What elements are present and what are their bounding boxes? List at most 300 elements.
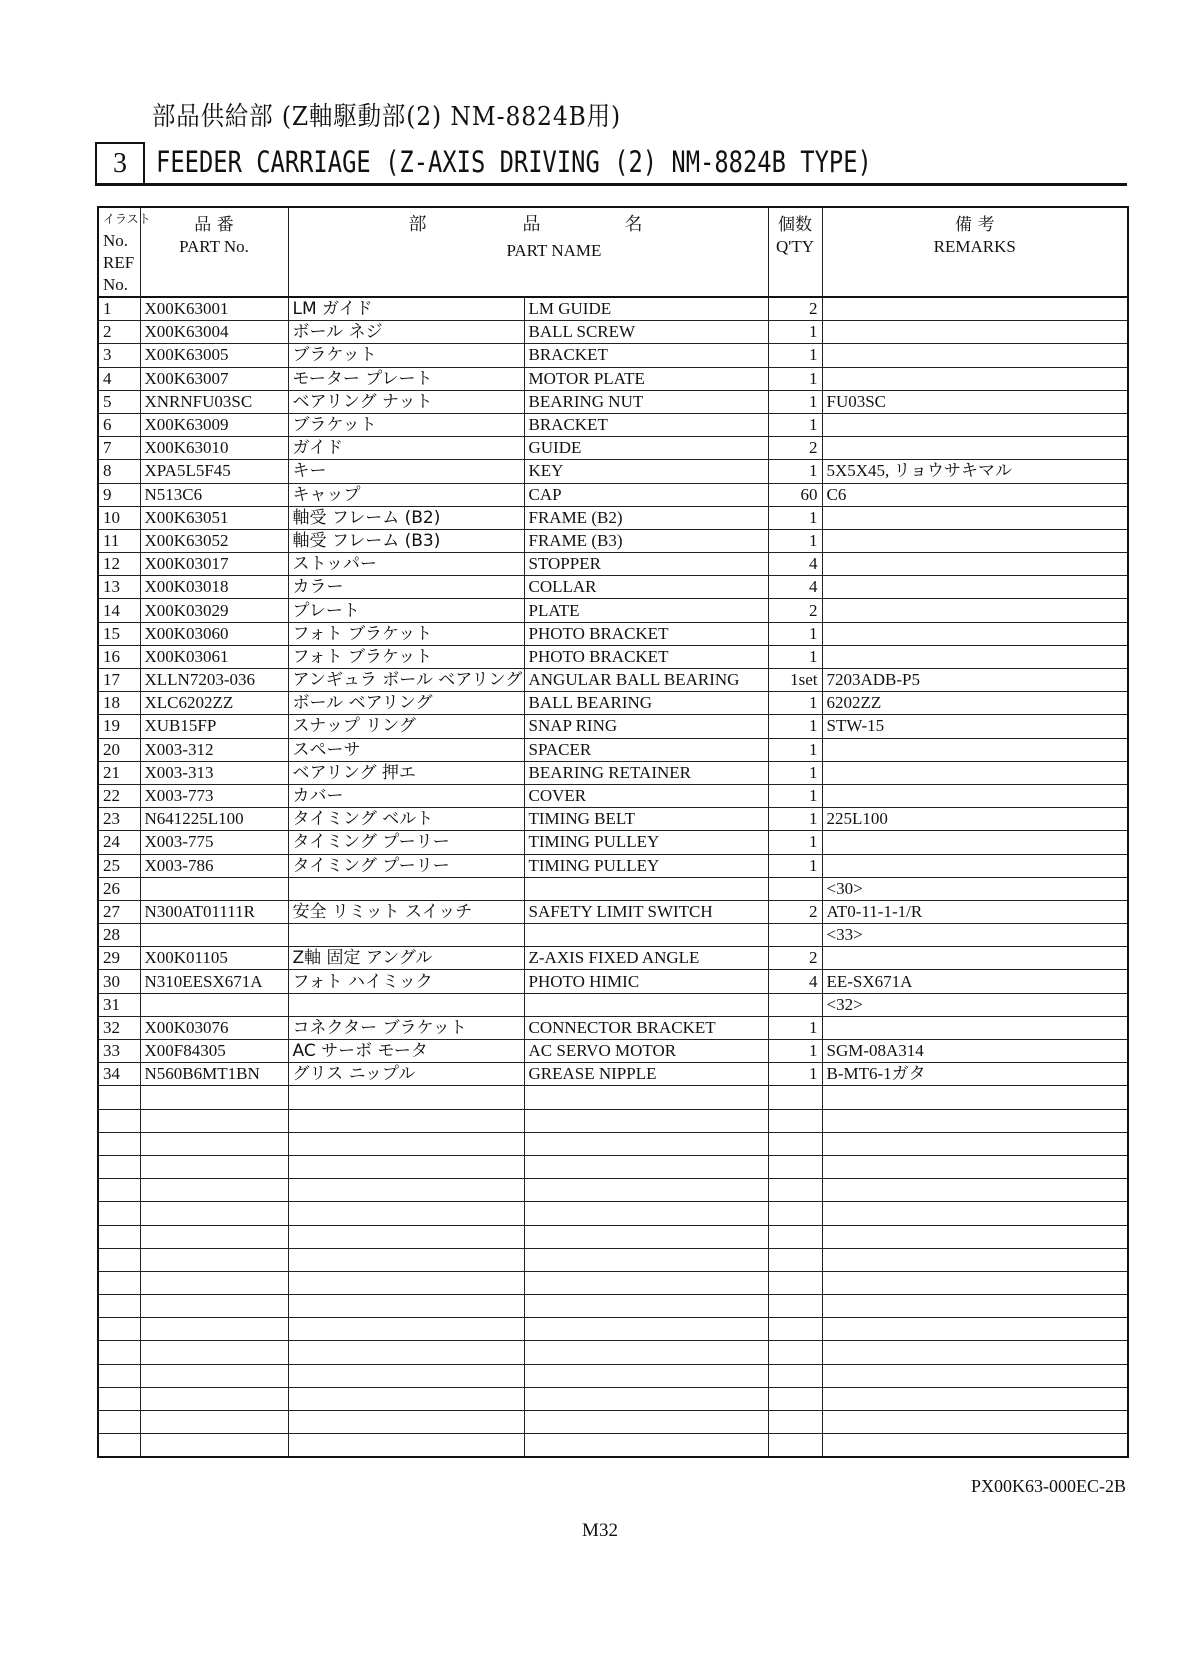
qty-cell: 4 [768, 970, 822, 993]
qty-cell: 1 [768, 784, 822, 807]
name-en-cell: SAFETY LIMIT SWITCH [524, 900, 768, 923]
qty-cell: 2 [768, 947, 822, 970]
empty-part-no-cell [140, 1411, 288, 1434]
part-no-cell: N310EESX671A [140, 970, 288, 993]
remarks-cell: STW-15 [822, 715, 1128, 738]
ref-cell: 24 [98, 831, 140, 854]
ref-cell: 8 [98, 460, 140, 483]
parts-table-body [98, 297, 1128, 1457]
name-en-cell [524, 924, 768, 947]
remarks-cell [822, 529, 1128, 552]
empty-name-en-cell [524, 1248, 768, 1271]
name-en-cell: CAP [524, 483, 768, 506]
part-no-cell: XLC6202ZZ [140, 692, 288, 715]
table-row [98, 460, 1128, 483]
qty-cell [768, 924, 822, 947]
empty-table-row [98, 1132, 1128, 1155]
empty-name-jp-cell [288, 1202, 524, 1225]
empty-name-en-cell [524, 1434, 768, 1458]
remarks-cell [822, 506, 1128, 529]
section-number: 3 [95, 142, 145, 186]
qty-cell: 1 [768, 1040, 822, 1063]
header-ref-no [98, 207, 151, 297]
remarks-cell [822, 761, 1128, 784]
part-no-cell: XPA5L5F45 [140, 460, 288, 483]
empty-name-jp-cell [288, 1109, 524, 1132]
table-row [98, 437, 1128, 460]
empty-name-jp-cell [288, 1318, 524, 1341]
remarks-cell: C6 [822, 483, 1128, 506]
remarks-cell: EE-SX671A [822, 970, 1128, 993]
table-row [98, 877, 1128, 900]
empty-part-no-cell [140, 1271, 288, 1294]
table-row [98, 1063, 1128, 1086]
empty-name-jp-cell [288, 1434, 524, 1458]
empty-name-jp-cell [288, 1248, 524, 1271]
header-name-jp-3: 名 [624, 214, 643, 235]
empty-table-row [98, 1248, 1128, 1271]
qty-cell: 1 [768, 715, 822, 738]
qty-cell: 1 [768, 460, 822, 483]
table-row [98, 390, 1128, 413]
remarks-cell [822, 784, 1128, 807]
empty-qty-cell [768, 1411, 822, 1434]
header-qty-en: Q'TY [775, 237, 814, 256]
remarks-cell [822, 367, 1128, 390]
name-en-cell: GREASE NIPPLE [524, 1063, 768, 1086]
remarks-cell [822, 831, 1128, 854]
ref-cell: 23 [98, 808, 140, 831]
table-row [98, 738, 1128, 761]
table-row [98, 553, 1128, 576]
name-en-cell: BALL BEARING [524, 692, 768, 715]
name-jp-cell: Z軸 固定 アングル [288, 947, 524, 970]
qty-cell: 1 [768, 367, 822, 390]
name-jp-cell: フォト ブラケット [288, 645, 524, 668]
remarks-cell [822, 645, 1128, 668]
empty-qty-cell [768, 1132, 822, 1155]
remarks-cell [822, 321, 1128, 344]
empty-remarks-cell [822, 1341, 1128, 1364]
part-no-cell: XLLN7203-036 [140, 669, 288, 692]
part-no-cell: X00K63052 [140, 529, 288, 552]
empty-ref-cell [98, 1225, 140, 1248]
ref-cell: 17 [98, 669, 140, 692]
remarks-cell [822, 947, 1128, 970]
name-jp-cell: スナップ リング [288, 715, 524, 738]
table-row [98, 367, 1128, 390]
empty-part-no-cell [140, 1109, 288, 1132]
part-no-cell: X003-312 [140, 738, 288, 761]
part-no-cell: X00K63007 [140, 367, 288, 390]
empty-part-no-cell [140, 1434, 288, 1458]
empty-ref-cell [98, 1271, 140, 1294]
qty-cell: 1 [768, 1063, 822, 1086]
empty-ref-cell [98, 1086, 140, 1109]
name-jp-cell: ガイド [288, 437, 524, 460]
part-no-cell: X00K03061 [140, 645, 288, 668]
header-part-no-en: PART No. [179, 237, 249, 256]
name-en-cell: PHOTO HIMIC [524, 970, 768, 993]
empty-qty-cell [768, 1387, 822, 1410]
part-no-cell: XUB15FP [140, 715, 288, 738]
name-en-cell: BEARING NUT [524, 390, 768, 413]
remarks-cell [822, 622, 1128, 645]
qty-cell: 1 [768, 321, 822, 344]
name-en-cell [524, 877, 768, 900]
ref-cell: 20 [98, 738, 140, 761]
part-no-cell [140, 993, 288, 1016]
empty-ref-cell [98, 1318, 140, 1341]
empty-table-row [98, 1202, 1128, 1225]
name-jp-cell: ストッパー [288, 553, 524, 576]
empty-ref-cell [98, 1341, 140, 1364]
header-part-name [288, 207, 768, 297]
remarks-cell: 7203ADB-P5 [822, 669, 1128, 692]
remarks-cell [822, 599, 1128, 622]
name-jp-cell: スペーサ [288, 738, 524, 761]
part-no-cell: X00K03029 [140, 599, 288, 622]
remarks-cell [822, 1016, 1128, 1039]
table-header-row [98, 207, 1128, 297]
ref-cell: 21 [98, 761, 140, 784]
table-row [98, 645, 1128, 668]
empty-qty-cell [768, 1179, 822, 1202]
empty-ref-cell [98, 1411, 140, 1434]
empty-table-row [98, 1341, 1128, 1364]
remarks-cell: 6202ZZ [822, 692, 1128, 715]
name-jp-cell: タイミング ベルト [288, 808, 524, 831]
qty-cell: 1set [768, 669, 822, 692]
empty-name-jp-cell [288, 1225, 524, 1248]
empty-part-no-cell [140, 1295, 288, 1318]
name-jp-cell: 軸受 フレーム (B2) [288, 506, 524, 529]
document-code: PX00K63-000EC-2B [970, 1476, 1126, 1496]
name-jp-cell: キー [288, 460, 524, 483]
table-row [98, 622, 1128, 645]
header-remarks [822, 207, 1128, 297]
ref-cell: 11 [98, 529, 140, 552]
empty-name-jp-cell [288, 1271, 524, 1294]
table-row [98, 576, 1128, 599]
empty-qty-cell [768, 1434, 822, 1458]
remarks-cell: <33> [822, 924, 1128, 947]
name-jp-cell: ベアリング 押エ [288, 761, 524, 784]
ref-cell: 25 [98, 854, 140, 877]
qty-cell: 2 [768, 437, 822, 460]
empty-name-en-cell [524, 1271, 768, 1294]
part-no-cell: X003-773 [140, 784, 288, 807]
ref-cell: 32 [98, 1016, 140, 1039]
table-row [98, 808, 1128, 831]
header-name-jp-2: 品 [522, 214, 541, 235]
part-no-cell: N560B6MT1BN [140, 1063, 288, 1086]
table-row [98, 993, 1128, 1016]
name-en-cell: Z-AXIS FIXED ANGLE [524, 947, 768, 970]
table-row [98, 970, 1128, 993]
table-row [98, 483, 1128, 506]
part-no-cell: X00K63005 [140, 344, 288, 367]
table-row [98, 344, 1128, 367]
name-en-cell: BEARING RETAINER [524, 761, 768, 784]
remarks-cell: <32> [822, 993, 1128, 1016]
table-row [98, 506, 1128, 529]
header-qty [768, 207, 822, 297]
name-en-cell: MOTOR PLATE [524, 367, 768, 390]
header-remarks-en: REMARKS [933, 237, 1016, 256]
name-jp-cell: 安全 リミット スイッチ [288, 900, 524, 923]
part-no-cell: X003-786 [140, 854, 288, 877]
qty-cell: 2 [768, 599, 822, 622]
empty-part-no-cell [140, 1132, 288, 1155]
name-en-cell: PLATE [524, 599, 768, 622]
empty-name-jp-cell [288, 1411, 524, 1434]
empty-part-no-cell [140, 1225, 288, 1248]
name-jp-cell: プレート [288, 599, 524, 622]
qty-cell: 1 [768, 808, 822, 831]
table-row [98, 831, 1128, 854]
name-jp-cell: タイミング プーリー [288, 854, 524, 877]
name-jp-cell: ボール ネジ [288, 321, 524, 344]
name-jp-cell [288, 877, 524, 900]
header-ref-jp: イラスト [103, 212, 151, 226]
table-row [98, 321, 1128, 344]
name-en-cell: KEY [524, 460, 768, 483]
qty-cell: 1 [768, 738, 822, 761]
empty-table-row [98, 1155, 1128, 1178]
name-jp-cell: ブラケット [288, 344, 524, 367]
remarks-cell [822, 576, 1128, 599]
table-row [98, 784, 1128, 807]
name-en-cell: STOPPER [524, 553, 768, 576]
empty-ref-cell [98, 1109, 140, 1132]
empty-name-jp-cell [288, 1086, 524, 1109]
empty-qty-cell [768, 1086, 822, 1109]
page-number: M32 [582, 1520, 618, 1541]
parts-table [97, 206, 1129, 1458]
name-en-cell: COVER [524, 784, 768, 807]
empty-name-en-cell [524, 1109, 768, 1132]
empty-table-row [98, 1318, 1128, 1341]
header-qty-jp: 個数 [778, 215, 812, 235]
name-jp-cell: フォト ブラケット [288, 622, 524, 645]
qty-cell: 1 [768, 831, 822, 854]
title-rule [95, 183, 1127, 186]
part-no-cell [140, 924, 288, 947]
ref-cell: 31 [98, 993, 140, 1016]
name-en-cell: AC SERVO MOTOR [524, 1040, 768, 1063]
header-ref-no-label: No. [103, 231, 129, 250]
part-no-cell: X00K03060 [140, 622, 288, 645]
empty-table-row [98, 1179, 1128, 1202]
name-en-cell: BRACKET [524, 344, 768, 367]
empty-remarks-cell [822, 1318, 1128, 1341]
name-en-cell: FRAME (B3) [524, 529, 768, 552]
name-jp-cell: グリス ニップル [288, 1063, 524, 1086]
part-no-cell: X00F84305 [140, 1040, 288, 1063]
empty-remarks-cell [822, 1179, 1128, 1202]
part-no-cell: X00K63001 [140, 297, 288, 321]
remarks-cell: AT0-11-1-1/R [822, 900, 1128, 923]
empty-remarks-cell [822, 1109, 1128, 1132]
part-no-cell: X00K03018 [140, 576, 288, 599]
empty-name-jp-cell [288, 1364, 524, 1387]
table-row [98, 947, 1128, 970]
empty-name-jp-cell [288, 1155, 524, 1178]
empty-name-en-cell [524, 1155, 768, 1178]
part-no-cell: X00K01105 [140, 947, 288, 970]
empty-name-en-cell [524, 1179, 768, 1202]
empty-name-en-cell [524, 1364, 768, 1387]
table-row [98, 761, 1128, 784]
header-name-en: PART NAME [506, 241, 602, 260]
ref-cell: 27 [98, 900, 140, 923]
qty-cell: 60 [768, 483, 822, 506]
empty-remarks-cell [822, 1364, 1128, 1387]
empty-name-jp-cell [288, 1132, 524, 1155]
qty-cell [768, 877, 822, 900]
part-no-cell: X00K63009 [140, 413, 288, 436]
name-en-cell: SPACER [524, 738, 768, 761]
empty-remarks-cell [822, 1132, 1128, 1155]
remarks-cell: SGM-08A314 [822, 1040, 1128, 1063]
remarks-cell [822, 437, 1128, 460]
table-row [98, 854, 1128, 877]
ref-cell: 18 [98, 692, 140, 715]
empty-qty-cell [768, 1225, 822, 1248]
empty-name-jp-cell [288, 1387, 524, 1410]
empty-qty-cell [768, 1364, 822, 1387]
ref-cell: 7 [98, 437, 140, 460]
part-no-cell: X00K63004 [140, 321, 288, 344]
name-jp-cell: LM ガイド [288, 297, 524, 321]
empty-part-no-cell [140, 1341, 288, 1364]
qty-cell: 1 [768, 645, 822, 668]
table-row [98, 599, 1128, 622]
name-jp-cell: 軸受 フレーム (B3) [288, 529, 524, 552]
header-ref-en: REF [103, 253, 135, 272]
name-en-cell: CONNECTOR BRACKET [524, 1016, 768, 1039]
title-english: FEEDER CARRIAGE (Z-AXIS DRIVING (2) NM-8824B TYPE) [156, 145, 872, 179]
empty-ref-cell [98, 1364, 140, 1387]
name-en-cell: TIMING PULLEY [524, 831, 768, 854]
empty-table-row [98, 1434, 1128, 1458]
part-no-cell [140, 877, 288, 900]
part-no-cell: N300AT01111R [140, 900, 288, 923]
empty-part-no-cell [140, 1248, 288, 1271]
empty-part-no-cell [140, 1086, 288, 1109]
qty-cell: 2 [768, 900, 822, 923]
empty-ref-cell [98, 1387, 140, 1410]
empty-qty-cell [768, 1248, 822, 1271]
ref-cell: 26 [98, 877, 140, 900]
part-no-cell: N513C6 [140, 483, 288, 506]
remarks-cell [822, 344, 1128, 367]
ref-cell: 22 [98, 784, 140, 807]
name-en-cell: PHOTO BRACKET [524, 622, 768, 645]
empty-ref-cell [98, 1248, 140, 1271]
name-en-cell: GUIDE [524, 437, 768, 460]
name-en-cell: COLLAR [524, 576, 768, 599]
name-jp-cell: ベアリング ナット [288, 390, 524, 413]
name-jp-cell: アンギュラ ボール ベアリング [288, 669, 524, 692]
empty-remarks-cell [822, 1387, 1128, 1410]
empty-ref-cell [98, 1434, 140, 1458]
header-part-no [140, 207, 288, 297]
empty-qty-cell [768, 1318, 822, 1341]
ref-cell: 15 [98, 622, 140, 645]
table-row [98, 669, 1128, 692]
name-jp-cell: カバー [288, 784, 524, 807]
ref-cell: 16 [98, 645, 140, 668]
ref-cell: 30 [98, 970, 140, 993]
qty-cell: 1 [768, 390, 822, 413]
qty-cell: 1 [768, 854, 822, 877]
remarks-cell [822, 854, 1128, 877]
name-en-cell: LM GUIDE [524, 297, 768, 321]
qty-cell: 4 [768, 553, 822, 576]
name-en-cell: TIMING BELT [524, 808, 768, 831]
empty-part-no-cell [140, 1179, 288, 1202]
empty-remarks-cell [822, 1271, 1128, 1294]
empty-part-no-cell [140, 1318, 288, 1341]
name-jp-cell: AC サーボ モータ [288, 1040, 524, 1063]
empty-table-row [98, 1387, 1128, 1410]
ref-cell: 29 [98, 947, 140, 970]
name-en-cell: FRAME (B2) [524, 506, 768, 529]
part-no-cell: X003-775 [140, 831, 288, 854]
name-jp-cell [288, 993, 524, 1016]
name-en-cell: SNAP RING [524, 715, 768, 738]
title-japanese: 部品供給部 (Z軸駆動部(2) NM-8824B用) [152, 102, 622, 132]
empty-table-row [98, 1086, 1128, 1109]
qty-cell: 1 [768, 506, 822, 529]
empty-name-en-cell [524, 1387, 768, 1410]
empty-remarks-cell [822, 1225, 1128, 1248]
table-row [98, 715, 1128, 738]
remarks-cell: FU03SC [822, 390, 1128, 413]
qty-cell: 1 [768, 1016, 822, 1039]
empty-ref-cell [98, 1295, 140, 1318]
name-jp-cell [288, 924, 524, 947]
name-jp-cell: カラー [288, 576, 524, 599]
empty-part-no-cell [140, 1364, 288, 1387]
empty-part-no-cell [140, 1155, 288, 1178]
empty-table-row [98, 1109, 1128, 1132]
empty-qty-cell [768, 1155, 822, 1178]
empty-ref-cell [98, 1155, 140, 1178]
part-no-cell: N641225L100 [140, 808, 288, 831]
ref-cell: 2 [98, 321, 140, 344]
ref-cell: 28 [98, 924, 140, 947]
name-jp-cell: コネクター ブラケット [288, 1016, 524, 1039]
qty-cell: 1 [768, 761, 822, 784]
part-no-cell: X00K63051 [140, 506, 288, 529]
qty-cell: 2 [768, 297, 822, 321]
empty-qty-cell [768, 1271, 822, 1294]
empty-part-no-cell [140, 1202, 288, 1225]
empty-name-en-cell [524, 1411, 768, 1434]
empty-remarks-cell [822, 1411, 1128, 1434]
ref-cell: 3 [98, 344, 140, 367]
qty-cell: 1 [768, 692, 822, 715]
table-row [98, 692, 1128, 715]
empty-part-no-cell [140, 1387, 288, 1410]
ref-cell: 1 [98, 297, 140, 321]
empty-name-jp-cell [288, 1341, 524, 1364]
empty-name-en-cell [524, 1086, 768, 1109]
table-row [98, 529, 1128, 552]
